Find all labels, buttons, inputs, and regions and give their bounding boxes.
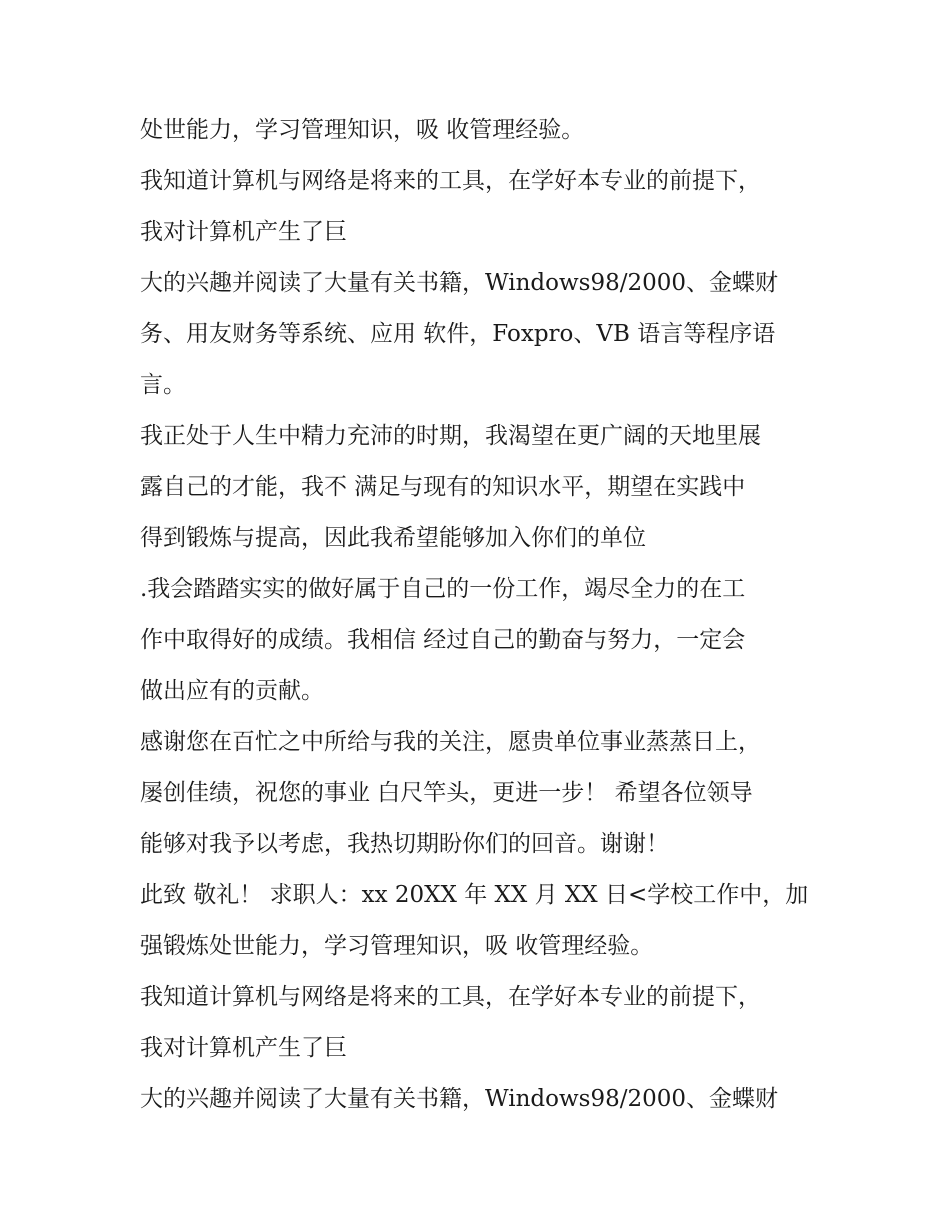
text-line: 得到锻炼与提高，因此我希望能够加入你们的单位 [140,525,646,551]
text-line: 强锻炼处世能力，学习管理知识，吸 收管理经验。 [140,933,654,959]
text-line: 我知道计算机与网络是将来的工具，在学好本专业的前提下， [140,984,761,1010]
text-line: 屡创佳绩，祝您的事业 白尺竿头，更进一步！ 希望各位领导 [140,780,753,806]
text-line: 我对计算机产生了巨 [140,1035,347,1061]
text-line: 言。 [140,372,186,398]
text-line: 我对计算机产生了巨 [140,219,347,245]
text-line: 此致 敬礼！ 求职人：xx 20XX 年 XX 月 XX 日<学校工作中，加 [140,882,809,908]
text-line: 务、用友财务等系统、应用 软件，Foxpro、VB 语言等程序语 [140,321,776,347]
text-line: 能够对我予以考虑，我热切期盼你们的回音。谢谢！ [140,831,669,857]
text-line: 感谢您在百忙之中所给与我的关注，愿贵单位事业蒸蒸日上， [140,729,761,755]
text-line: 作中取得好的成绩。我相信 经过自己的勤奋与努力，一定会 [140,627,746,653]
text-line: .我会踏踏实实的做好属于自己的一份工作，竭尽全力的在工 [140,576,746,602]
text-line: 处世能力，学习管理知识，吸 收管理经验。 [140,117,585,143]
text-line: 我正处于人生中精力充沛的时期，我渴望在更广阔的天地里展 [140,423,761,449]
body-text [140,105,830,1125]
text-line: 我知道计算机与网络是将来的工具，在学好本专业的前提下， [140,168,761,194]
text-line: 大的兴趣并阅读了大量有关书籍，Windows98/2000、金蝶财 [140,270,779,296]
text-line: 露自己的才能，我不 满足与现有的知识水平，期望在实践中 [140,474,746,500]
text-line: 大的兴趣并阅读了大量有关书籍，Windows98/2000、金蝶财 [140,1086,779,1112]
text-line: 做出应有的贡献。 [140,678,324,704]
